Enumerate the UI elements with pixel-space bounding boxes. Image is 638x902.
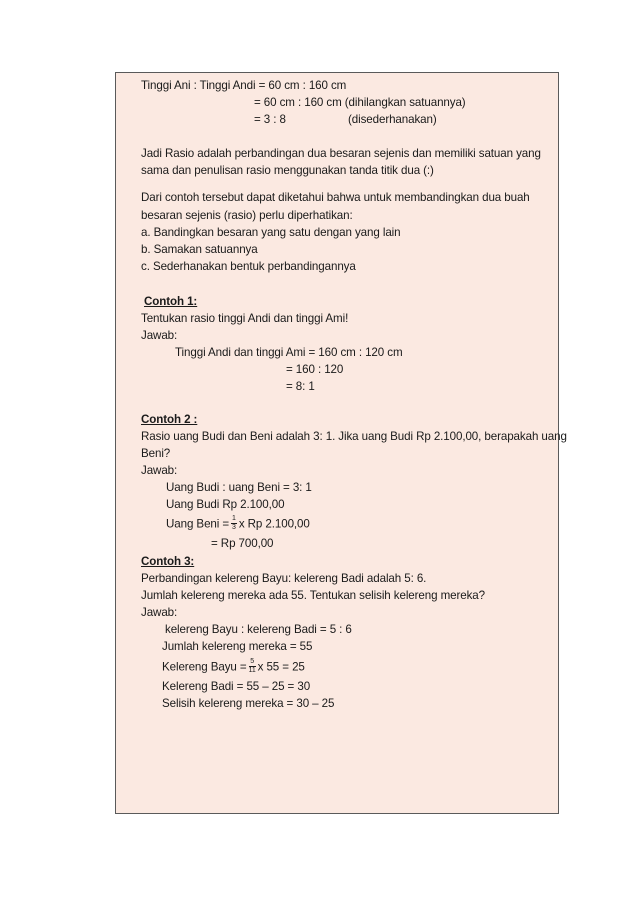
contoh-3-heading: Contoh 3: [141,555,195,568]
list-item-c: c. Sederhanakan bentuk perbandingannya [141,260,356,273]
ratio-line-1: Tinggi Ani : Tinggi Andi = 60 cm : 160 cm [141,79,347,92]
contoh-1-question: Tentukan rasio tinggi Andi dan tinggi Ami! [141,312,349,325]
contoh-3-step-3 [162,659,305,676]
contoh-2-question-1: Rasio uang Budi dan Beni adalah 3: 1. Jika uang Budi Rp 2.100,00, berapakah uang [141,430,567,443]
list-item-b: b. Samakan satuannya [141,243,258,256]
fraction-denominator: 11 [248,667,256,674]
contoh-2-heading: Contoh 2 : [141,413,198,426]
contoh-1-step-2: = 160 : 120 [286,363,344,376]
list-item-a: a. Bandingkan besaran yang satu dengan yang lain [141,226,401,239]
contoh-3-step-4: Kelereng Badi = 55 – 25 = 30 [162,680,311,693]
contoh-2-step-2: Uang Budi Rp 2.100,00 [166,498,285,511]
fraction-numerator: 5 [250,658,254,665]
fraction-five-elevenths [249,658,256,675]
contoh-3-step-2: Jumlah kelereng mereka = 55 [162,640,313,653]
contoh-3-step-5: Selisih kelereng mereka = 30 – 25 [162,697,335,710]
contoh-3-step-3-label: Kelereng Bayu = [162,660,247,674]
contoh-2-step-3-rest: x Rp 2.100,00 [238,517,310,531]
fraction-one-third [231,515,237,532]
contoh-1-step-3: = 8: 1 [286,380,315,393]
contoh-3-jawab: Jawab: [141,606,178,619]
ratio-line-3: = 3 : 8 [254,113,286,126]
ratio-line-2: = 60 cm : 160 cm (dihilangkan satuannya) [254,96,466,109]
definition-line-1: Jadi Rasio adalah perbandingan dua besaran sejenis dan memiliki satuan yang [141,147,541,160]
contoh-3-question-2: Jumlah kelereng mereka ada 55. Tentukan selisih kelereng mereka? [141,589,485,602]
contoh-2-step-3-label: Uang Beni = [166,517,230,531]
contoh-3-question-1: Perbandingan kelereng Bayu: kelereng Badi adalah 5: 6. [141,572,427,585]
contoh-1-heading: Contoh 1: [144,295,198,308]
contoh-3-step-3-rest: x 55 = 25 [257,660,305,674]
fraction-numerator: 1 [232,515,236,522]
fraction-denominator: 3 [232,524,236,531]
ratio-line-3-note: (disederhanakan) [348,113,437,126]
contoh-2-step-1: Uang Budi : uang Beni = 3: 1 [166,481,312,494]
contoh-2-step-3 [166,516,310,533]
paragraph-line-1: Dari contoh tersebut dapat diketahui bahwa untuk membandingkan dua buah [141,191,530,204]
contoh-2-question-2: Beni? [141,447,171,460]
contoh-2-step-4: = Rp 700,00 [211,537,274,550]
definition-line-2: sama dan penulisan rasio menggunakan tanda titik dua (:) [141,164,434,177]
paragraph-line-2: besaran sejenis (rasio) perlu diperhatikan: [141,209,353,222]
contoh-3-step-1: kelereng Bayu : kelereng Badi = 5 : 6 [165,623,352,636]
contoh-1-step-1: Tinggi Andi dan tinggi Ami = 160 cm : 120 cm [175,346,403,359]
contoh-2-jawab: Jawab: [141,464,178,477]
contoh-1-jawab: Jawab: [141,329,178,342]
